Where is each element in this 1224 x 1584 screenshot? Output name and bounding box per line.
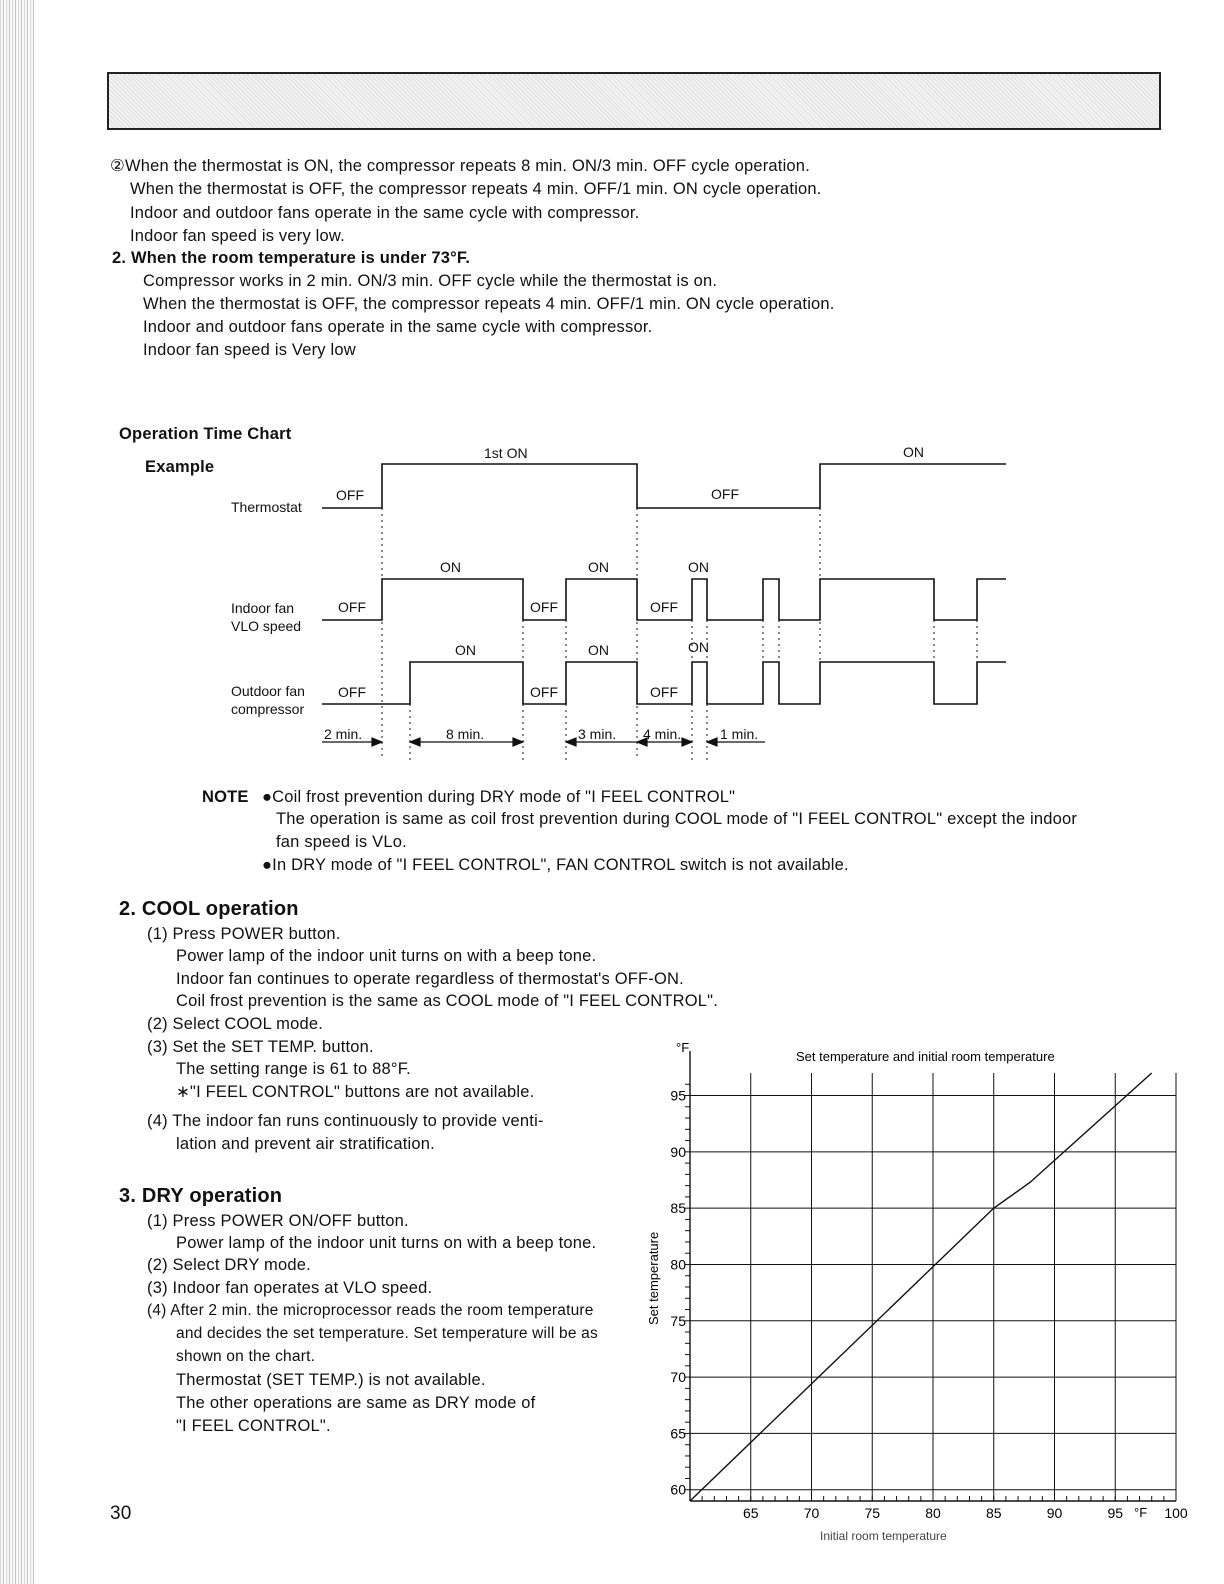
cool-line-8: ∗"I FEEL CONTROL" buttons are not available. (176, 1083, 535, 1101)
para-line-2: When the thermostat is OFF, the compressor repeats 4 min. OFF/1 min. ON cycle operation. (130, 180, 822, 198)
x-axis-label: Initial room temperature (820, 1529, 947, 1543)
dry-line-8: Thermostat (SET TEMP.) is not available. (176, 1371, 486, 1389)
y-tick-label: 65 (670, 1425, 686, 1442)
timechart-title: Operation Time Chart (119, 425, 292, 443)
set-temperature-line (690, 1073, 1152, 1501)
indoor-on-3: ON (688, 559, 709, 575)
cool-line-1: (1) Press POWER button. (147, 925, 341, 943)
outdoor-off-1: OFF (338, 684, 366, 700)
cool-line-9: (4) The indoor fan runs continuously to provide venti- (147, 1112, 544, 1130)
section-heading-under-73: 2. When the room temperature is under 73°F. (112, 249, 471, 267)
y-tick-label: 90 (670, 1143, 686, 1160)
thermostat-off-2: OFF (711, 486, 739, 502)
indoor-on-2: ON (588, 559, 609, 575)
outdoor-off-2: OFF (530, 684, 558, 700)
dry-line-5: (4) After 2 min. the microprocessor reads the room temperature (147, 1302, 594, 1319)
x-tick-label: 95 (1107, 1505, 1124, 1521)
dry-heading: 3. DRY operation (119, 1185, 283, 1207)
dry-line-3: (2) Select DRY mode. (147, 1256, 311, 1274)
cool-line-4: Coil frost prevention is the same as COOL mode of "I FEEL CONTROL". (176, 992, 718, 1010)
bullet-icon: ● (262, 856, 273, 874)
timechart-example: Example (145, 458, 215, 476)
dry-line-1: (1) Press POWER ON/OFF button. (147, 1212, 409, 1230)
y-tick-label: 85 (670, 1200, 686, 1217)
set-temperature-chart (640, 1035, 1190, 1545)
thermostat-signal (322, 464, 1006, 508)
dry-line-7: shown on the chart. (176, 1348, 316, 1365)
cool-line-6: (3) Set the SET TEMP. button. (147, 1038, 374, 1056)
operation-time-chart (0, 0, 1224, 790)
duration-1min: 1 min. (720, 726, 759, 742)
thermostat-1st-on: 1st ON (484, 445, 528, 461)
outdoor-off-3: OFF (650, 684, 678, 700)
duration-4min: 4 min. (643, 726, 682, 742)
dry-line-4: (3) Indoor fan operates at VLO speed. (147, 1279, 433, 1297)
indoor-off-1: OFF (338, 599, 366, 615)
para-line-4: Indoor fan speed is very low. (130, 227, 345, 245)
dry-line-9: The other operations are same as DRY mode of (176, 1394, 536, 1412)
x-tick-label: 90 (1046, 1505, 1063, 1521)
x-tick-label: 85 (985, 1505, 1002, 1521)
thermostat-label: Thermostat (231, 499, 302, 515)
outdoor-on-3: ON (688, 639, 709, 655)
indoor-fan-speed-label: VLO speed (231, 618, 302, 634)
dry-line-6: and decides the set temperature. Set temperature will be as (176, 1325, 598, 1342)
page-number: 30 (110, 1503, 132, 1524)
thermostat-on-2: ON (903, 444, 924, 460)
y-tick-label: 60 (670, 1481, 686, 1498)
note-bullet-1 (262, 786, 735, 809)
y-axis-label: Set temperature (646, 1231, 661, 1325)
cool-heading: 2. COOL operation (119, 898, 299, 920)
cool-line-10: lation and prevent air stratification. (176, 1135, 435, 1153)
cool-line-3: Indoor fan continues to operate regardless of thermostat's OFF-ON. (176, 970, 684, 988)
sec2-line-4: Indoor fan speed is Very low (143, 341, 356, 359)
sec2-line-1: Compressor works in 2 min. ON/3 min. OFF cycle while the thermostat is on. (143, 272, 718, 290)
note-bullet-2-text: In DRY mode of "I FEEL CONTROL", FAN CONTROL switch is not available. (272, 856, 849, 874)
dry-line-2: Power lamp of the indoor unit turns on with a beep tone. (176, 1234, 597, 1252)
x-tick-label: 75 (864, 1505, 881, 1521)
note-bullet-1-line-2: fan speed is VLo. (276, 833, 407, 851)
note-bullet-2 (262, 854, 849, 877)
outdoor-on-1: ON (455, 642, 476, 658)
sec2-line-3: Indoor and outdoor fans operate in the same cycle with compressor. (143, 318, 653, 336)
outdoor-on-2: ON (588, 642, 609, 658)
para-line-1: ②When the thermostat is ON, the compressor repeats 8 min. ON/3 min. OFF cycle operation. (110, 157, 810, 175)
y-tick-label: 80 (670, 1256, 686, 1273)
note-bullet-1-line-1: The operation is same as coil frost prevention during COOL mode of "I FEEL CONTROL" except the indoor (276, 810, 1078, 828)
bullet-icon: ● (262, 788, 273, 806)
para-line-3: Indoor and outdoor fans operate in the same cycle with compressor. (130, 204, 640, 222)
outdoor-fan-label: Outdoor fan (231, 683, 305, 699)
sec2-line-2: When the thermostat is OFF, the compressor repeats 4 min. OFF/1 min. ON cycle operation. (143, 295, 835, 313)
cool-line-7: The setting range is 61 to 88°F. (176, 1060, 411, 1078)
y-tick-label: 95 (670, 1087, 686, 1104)
duration-3min: 3 min. (578, 726, 617, 742)
cool-line-2: Power lamp of the indoor unit turns on with a beep tone. (176, 947, 597, 965)
duration-2min: 2 min. (324, 726, 363, 742)
x-tick-label: 70 (803, 1505, 820, 1521)
compressor-label: compressor (231, 701, 305, 717)
x-tick-label: 65 (742, 1505, 759, 1521)
y-unit-label: °F (676, 1040, 690, 1055)
note-label: NOTE (202, 788, 249, 806)
indoor-on-1: ON (440, 559, 461, 575)
x-tick-label: 80 (925, 1505, 941, 1521)
y-tick-label: 75 (670, 1312, 686, 1329)
x-tick-label: 100 (1164, 1505, 1188, 1521)
note-bullet-1-text: Coil frost prevention during DRY mode of "I FEEL CONTROL" (272, 788, 736, 806)
cool-line-5: (2) Select COOL mode. (147, 1015, 323, 1033)
y-tick-label: 70 (670, 1369, 686, 1386)
dry-line-10: "I FEEL CONTROL". (176, 1417, 331, 1435)
chart-title: Set temperature and initial room temperature (796, 1049, 1055, 1064)
duration-8min: 8 min. (446, 726, 485, 742)
indoor-off-3: OFF (650, 599, 678, 615)
x-unit-label: °F (1134, 1505, 1148, 1520)
indoor-fan-label: Indoor fan (231, 600, 295, 616)
indoor-off-2: OFF (530, 599, 558, 615)
thermostat-off-1: OFF (336, 487, 364, 503)
